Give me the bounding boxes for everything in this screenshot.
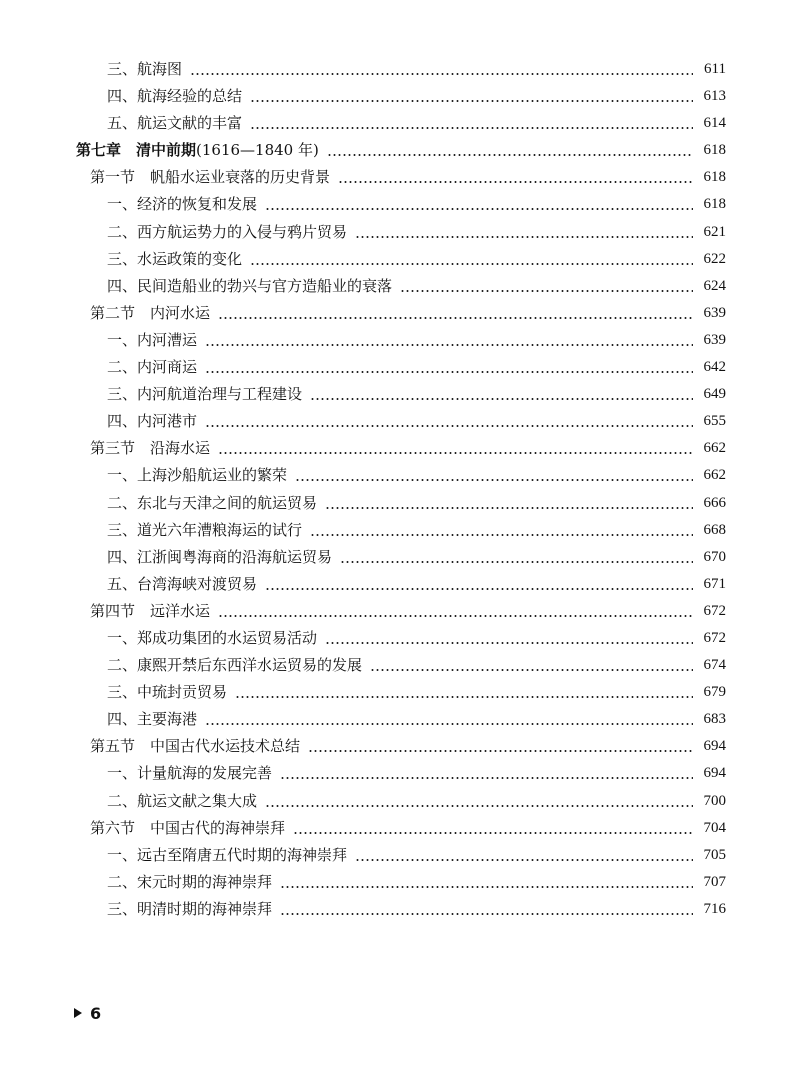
toc-page-number: 655: [703, 413, 726, 430]
toc-entry-title: [107, 56, 186, 83]
toc-entry-title: [90, 733, 304, 760]
dot-leader: [250, 83, 693, 110]
toc-page-number: 649: [703, 386, 726, 403]
dot-leader: [355, 842, 693, 869]
toc-entry-text: 第六节 中国古代的海神崇拜: [90, 818, 286, 837]
toc-page-number: 624: [703, 277, 726, 294]
toc-entry-text: 三、航海图: [107, 60, 183, 78]
table-of-contents: [0, 56, 790, 923]
toc-entry-text: 一、远古至隋唐五代时期的海神崇拜: [107, 845, 348, 864]
toc-item-row[interactable]: [0, 517, 790, 544]
dot-leader: [310, 517, 693, 544]
toc-item-row[interactable]: [0, 191, 790, 218]
dot-leader: [400, 273, 693, 300]
toc-entry-title: [107, 760, 276, 787]
dot-leader: [325, 490, 693, 517]
toc-page-number: 705: [703, 846, 726, 863]
dot-leader: [190, 56, 693, 83]
toc-entry-text: 二、航运文献之集大成: [107, 791, 258, 810]
toc-page-number: 618: [703, 142, 726, 159]
toc-entry-text: 四、航海经验的总结: [107, 87, 243, 106]
toc-page-number: 662: [703, 440, 726, 457]
toc-entry-text: 一、郑成功集团的水运贸易活动: [107, 628, 318, 647]
toc-section-row[interactable]: [0, 598, 790, 625]
toc-entry-title: [107, 842, 351, 869]
toc-entry-title: [107, 83, 246, 110]
toc-entry-title: [107, 571, 261, 598]
toc-item-row[interactable]: [0, 842, 790, 869]
toc-page-number: 618: [703, 196, 726, 213]
dot-leader: [340, 544, 693, 571]
toc-entry-title: [76, 137, 323, 164]
toc-item-row[interactable]: [0, 408, 790, 435]
toc-entry-title: [107, 246, 246, 273]
toc-page-number: 614: [703, 115, 726, 132]
toc-page-number: 639: [703, 331, 726, 348]
toc-page-number: 672: [703, 602, 726, 619]
dot-leader: [280, 869, 693, 896]
toc-page-number: 694: [703, 738, 726, 755]
dot-leader: [325, 625, 693, 652]
toc-page-number: 613: [703, 88, 726, 105]
toc-entry-text: 五、航运文献的丰富: [107, 114, 243, 133]
dot-leader: [293, 815, 693, 842]
toc-item-row[interactable]: [0, 571, 790, 598]
toc-page-number: 674: [703, 657, 726, 674]
toc-entry-title: [107, 490, 321, 517]
toc-page-number: 671: [703, 575, 726, 592]
toc-entry-subtitle: (1616—1840 年): [196, 141, 319, 160]
toc-page-number: 704: [703, 819, 726, 836]
toc-item-row[interactable]: [0, 760, 790, 787]
dot-leader: [205, 706, 693, 733]
toc-entry-text: 四、内河港市: [107, 412, 198, 431]
toc-item-row[interactable]: [0, 381, 790, 408]
toc-entry-title: [107, 788, 261, 815]
toc-entry-text: 三、内河航道治理与工程建设: [107, 385, 303, 404]
toc-entry-text: 第七章 清中前期: [76, 141, 197, 160]
toc-page-number: 666: [703, 494, 726, 511]
dot-leader: [265, 191, 693, 218]
dot-leader: [295, 462, 693, 489]
toc-section-row[interactable]: [0, 435, 790, 462]
page-number: 6: [90, 1004, 102, 1023]
toc-item-row[interactable]: [0, 462, 790, 489]
toc-entry-text: 第三节 沿海水运: [90, 439, 211, 458]
toc-item-row[interactable]: [0, 679, 790, 706]
toc-entry-title: [107, 679, 231, 706]
toc-item-row[interactable]: [0, 544, 790, 571]
toc-item-row[interactable]: [0, 327, 790, 354]
dot-leader: [327, 137, 693, 164]
toc-item-row[interactable]: [0, 56, 790, 83]
dot-leader: [265, 788, 693, 815]
dot-leader: [218, 300, 693, 327]
dot-leader: [250, 246, 693, 273]
toc-entry-title: [107, 896, 276, 923]
toc-entry-title: [107, 652, 366, 679]
toc-entry-text: 二、宋元时期的海神崇拜: [107, 872, 273, 891]
toc-entry-text: 一、计量航海的发展完善: [107, 764, 273, 783]
toc-item-row[interactable]: [0, 625, 790, 652]
dot-leader: [355, 219, 693, 246]
toc-item-row[interactable]: [0, 110, 790, 137]
toc-entry-title: [90, 300, 214, 327]
toc-item-row[interactable]: [0, 896, 790, 923]
dot-leader: [310, 381, 693, 408]
toc-entry-title: [90, 598, 214, 625]
toc-entry-title: [90, 815, 289, 842]
dot-leader: [370, 652, 693, 679]
toc-page-number: 679: [703, 684, 726, 701]
toc-page-number: 683: [703, 711, 726, 728]
toc-item-row[interactable]: [0, 83, 790, 110]
toc-page-number: 670: [703, 548, 726, 565]
dot-leader: [205, 354, 693, 381]
toc-item-row[interactable]: [0, 869, 790, 896]
toc-entry-text: 二、西方航运势力的入侵与鸦片贸易: [107, 222, 348, 241]
toc-entry-title: [107, 273, 396, 300]
toc-entry-text: 三、道光六年漕粮海运的试行: [107, 520, 303, 539]
toc-entry-text: 三、水运政策的变化: [107, 249, 243, 268]
toc-entry-text: 一、经济的恢复和发展: [107, 195, 258, 214]
toc-entry-text: 二、内河商运: [107, 358, 198, 377]
dot-leader: [308, 733, 693, 760]
toc-entry-title: [107, 544, 336, 571]
page-footer: [74, 1004, 101, 1023]
toc-item-row[interactable]: [0, 246, 790, 273]
toc-item-row[interactable]: [0, 652, 790, 679]
toc-item-row[interactable]: [0, 490, 790, 517]
toc-entry-text: 第四节 远洋水运: [90, 601, 211, 620]
toc-item-row[interactable]: [0, 273, 790, 300]
toc-page-number: 707: [703, 873, 726, 890]
toc-entry-text: 四、主要海港: [107, 710, 198, 729]
toc-entry-title: [107, 462, 291, 489]
toc-entry-text: 四、民间造船业的勃兴与官方造船业的衰落: [107, 276, 393, 295]
toc-item-row[interactable]: [0, 354, 790, 381]
toc-entry-title: [107, 517, 306, 544]
toc-page-number: 621: [703, 223, 726, 240]
toc-entry-title: [107, 327, 201, 354]
toc-entry-title: [90, 435, 214, 462]
toc-entry-text: 二、康熙开禁后东西洋水运贸易的发展: [107, 656, 363, 675]
toc-entry-text: 三、明清时期的海神崇拜: [107, 899, 273, 918]
toc-entry-title: [107, 191, 261, 218]
toc-section-row[interactable]: [0, 733, 790, 760]
toc-page-number: 694: [703, 765, 726, 782]
toc-item-row[interactable]: [0, 788, 790, 815]
toc-entry-text: 二、东北与天津之间的航运贸易: [107, 493, 318, 512]
toc-entry-title: [107, 706, 201, 733]
dot-leader: [218, 598, 693, 625]
toc-entry-text: 三、中琉封贡贸易: [107, 683, 228, 702]
toc-item-row[interactable]: [0, 219, 790, 246]
triangle-marker-icon: [74, 1008, 82, 1018]
toc-entry-title: [107, 110, 246, 137]
toc-entry-title: [107, 354, 201, 381]
toc-entry-title: [107, 869, 276, 896]
toc-section-row[interactable]: [0, 815, 790, 842]
toc-page-number: 611: [704, 61, 726, 77]
dot-leader: [338, 164, 693, 191]
toc-chapter-row[interactable]: [0, 137, 790, 164]
toc-page-number: 700: [703, 792, 726, 809]
toc-page-number: 622: [703, 250, 726, 267]
toc-page-number: 642: [703, 359, 726, 376]
dot-leader: [280, 896, 693, 923]
toc-entry-text: 第一节 帆船水运业衰落的历史背景: [90, 168, 331, 187]
dot-leader: [218, 435, 693, 462]
dot-leader: [280, 760, 693, 787]
toc-entry-title: [107, 625, 321, 652]
toc-section-row[interactable]: [0, 300, 790, 327]
toc-page-number: 668: [703, 521, 726, 538]
dot-leader: [205, 327, 693, 354]
toc-entry-text: 五、台湾海峡对渡贸易: [107, 574, 258, 593]
toc-page-number: 672: [703, 629, 726, 646]
toc-entry-title: [107, 219, 351, 246]
dot-leader: [250, 110, 693, 137]
toc-section-row[interactable]: [0, 164, 790, 191]
toc-page-number: 662: [703, 467, 726, 484]
toc-entry-title: [107, 408, 201, 435]
toc-entry-text: 第二节 内河水运: [90, 303, 211, 322]
toc-page-number: 618: [703, 169, 726, 186]
toc-entry-text: 一、上海沙船航运业的繁荣: [107, 466, 288, 485]
toc-item-row[interactable]: [0, 706, 790, 733]
toc-entry-title: [90, 164, 334, 191]
dot-leader: [265, 571, 693, 598]
toc-entry-text: 第五节 中国古代水运技术总结: [90, 737, 301, 756]
toc-entry-text: 四、江浙闽粤海商的沿海航运贸易: [107, 547, 333, 566]
toc-page-number: 639: [703, 304, 726, 321]
toc-entry-text: 一、内河漕运: [107, 330, 198, 349]
dot-leader: [205, 408, 693, 435]
toc-entry-title: [107, 381, 306, 408]
dot-leader: [235, 679, 693, 706]
toc-page-number: 716: [703, 900, 726, 917]
